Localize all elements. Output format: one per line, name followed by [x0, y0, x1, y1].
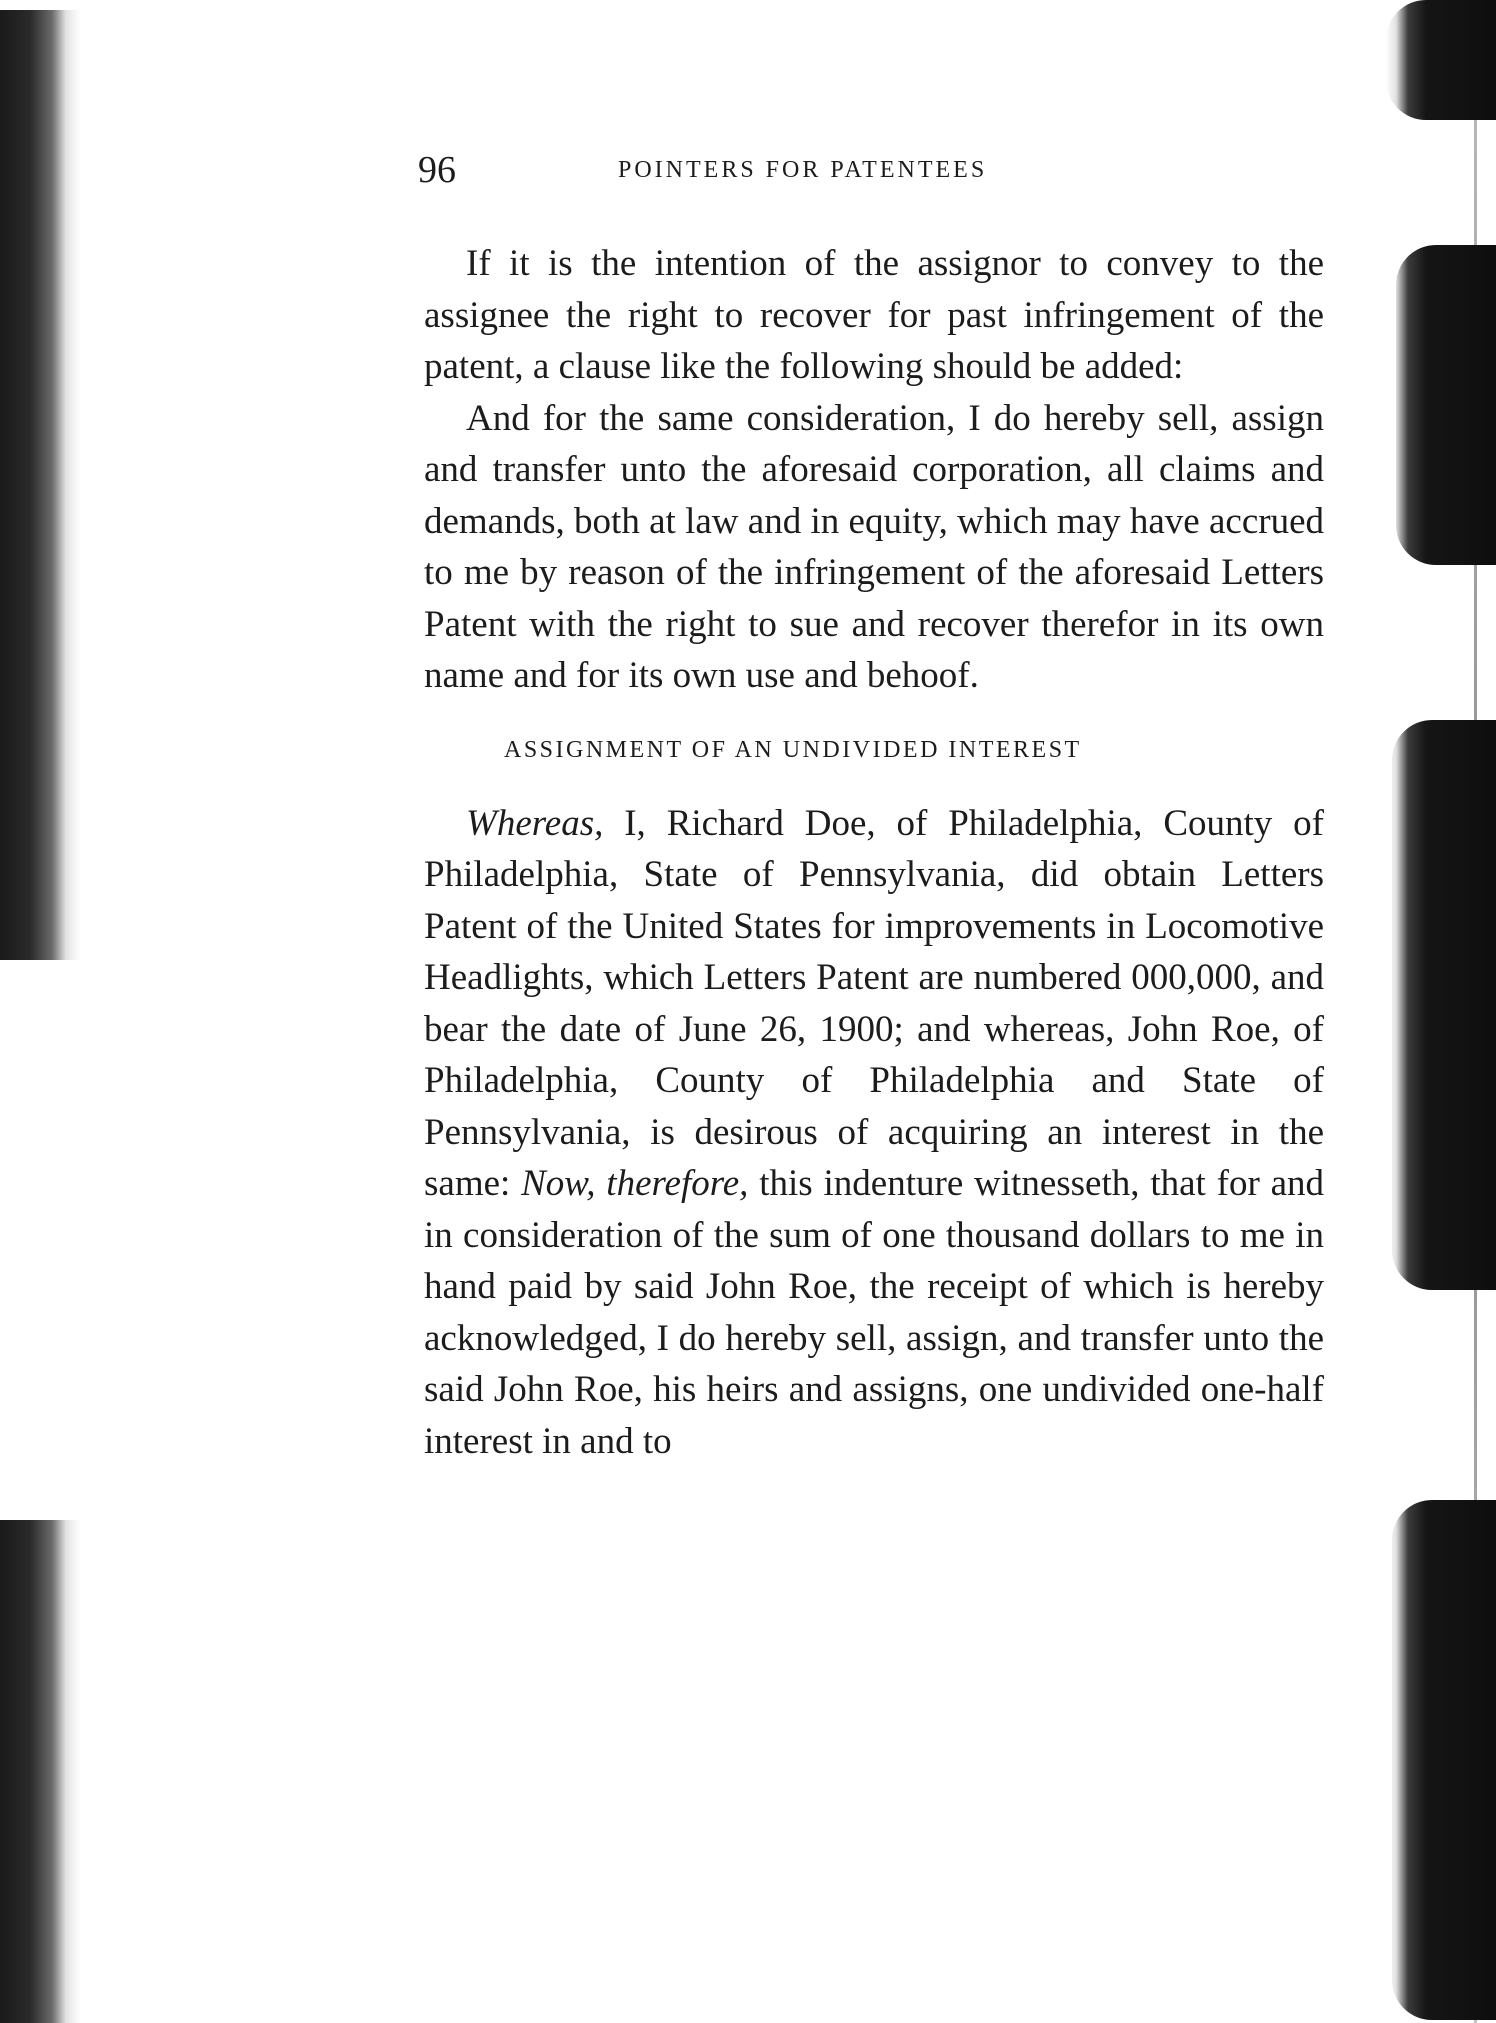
paragraph-clause: And for the same consideration, I do hereby sell, assign and transfer unto the aforesaid corporation, all claims and demands, both at law and in equity, which may have accrued to me by reason of the infringement of the aforesaid Letters Patent with the right to sue and recover therefor in its own name and for its own use and behoof.	[424, 397, 1324, 696]
edge-shadow-3	[1392, 720, 1496, 1290]
whereas-term: Whereas,	[466, 802, 604, 844]
paragraph-assignment	[424, 798, 1324, 1468]
scan-edge-shadow-right	[1386, 0, 1496, 2023]
edge-shadow-1	[1386, 0, 1496, 120]
binding-shadow-upper	[0, 10, 80, 960]
assignment-text-part2: this indenture witnesseth, that for and in consideration of the sum of one thousand dollars to me in hand paid by said John Roe, the receipt of which is hereby acknowledged, I do hereby sell, assign, and transfer unto the said John Roe, his heirs and assigns, one undivided one-half interest in and to	[424, 1163, 1324, 1462]
page-number: 96	[418, 149, 456, 191]
page-header	[418, 148, 1324, 192]
assignment-text-part1: I, Richard Doe, of Philadelphia, County of Philadelphia, State of Pennsylvania, did obtain Letters Patent of the United States for improvements in Locomotive Headlights, which Letters Patent are numbered 000,000, and bear the date of June 26, 1900; and whereas, John Roe, of Philadelphia, County of Philadelphia and State of Pennsylvania, is desirous of acquiring an interest in the same:	[424, 802, 1324, 1204]
section-heading: ASSIGNMENT OF AN UNDIVIDED INTEREST	[504, 736, 1082, 763]
page-edge-line	[1474, 0, 1477, 2023]
running-head: POINTERS FOR PATENTEES	[618, 157, 988, 183]
binding-shadow-lower	[0, 1520, 80, 2023]
paragraph-intention: If it is the intention of the assignor to convey to the assignee the right to recover for past infringement of the patent, a clause like the following should be added:	[424, 243, 1324, 387]
scan-binding-shadow-left	[0, 0, 80, 2023]
page-body	[424, 238, 1324, 1467]
now-therefore-term: Now, therefore,	[521, 1163, 749, 1204]
edge-shadow-2	[1396, 245, 1496, 565]
edge-shadow-4	[1392, 1500, 1496, 2020]
